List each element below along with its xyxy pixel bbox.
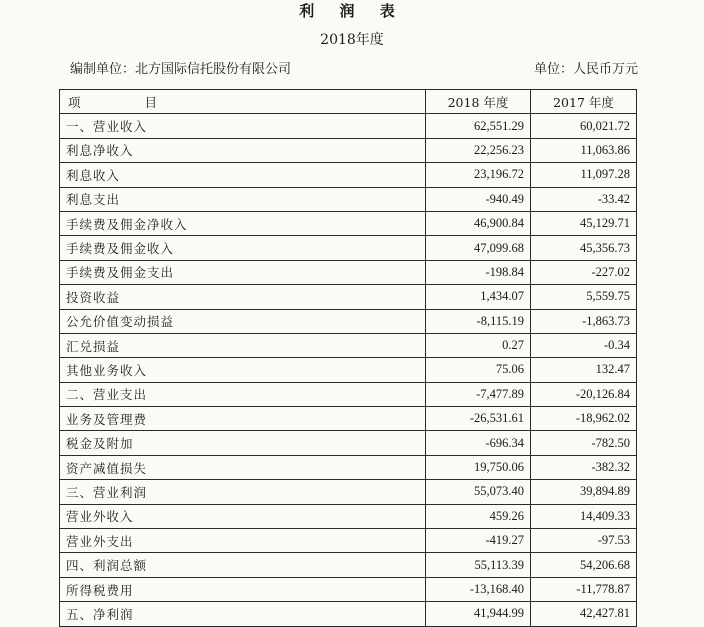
row-label: 营业外支出 [60, 529, 426, 553]
table-row [60, 211, 637, 235]
row-label: 资产减值损失 [60, 455, 426, 479]
value-2018: 22,256.23 [426, 138, 531, 162]
row-label: 汇兑损益 [60, 333, 426, 357]
value-2017: 11,097.28 [531, 163, 637, 187]
table-row [60, 260, 637, 284]
table-row [60, 163, 637, 187]
value-2018: 46,900.84 [426, 211, 531, 235]
value-2018: 47,099.68 [426, 236, 531, 260]
value-2018: -26,531.61 [426, 407, 531, 431]
value-2018: 55,113.39 [426, 553, 531, 577]
value-2018: -8,115.19 [426, 309, 531, 333]
value-2017: -18,962.02 [531, 407, 637, 431]
value-2017: 45,129.71 [531, 211, 637, 235]
value-2017: 14,409.33 [531, 504, 637, 528]
value-2018: 0.27 [426, 333, 531, 357]
table-row [60, 480, 637, 504]
table-row [60, 382, 637, 406]
statement-title: 利 润 表 [299, 2, 405, 20]
row-label: 业务及管理费 [60, 407, 426, 431]
value-2017: -0.34 [531, 333, 637, 357]
table-row [60, 529, 637, 553]
header-item-char-1: 项 [68, 94, 81, 110]
value-2017: -382.32 [531, 455, 637, 479]
row-label: 利息收入 [60, 163, 426, 187]
value-2018: 62,551.29 [426, 114, 531, 138]
value-2017: -782.50 [531, 431, 637, 455]
header-item [60, 90, 426, 114]
value-2017: -97.53 [531, 529, 637, 553]
table-row [60, 358, 637, 382]
value-2018: 1,434.07 [426, 285, 531, 309]
row-label: 投资收益 [60, 285, 426, 309]
value-2017: -227.02 [531, 260, 637, 284]
value-2018: 75.06 [426, 358, 531, 382]
value-2018: -940.49 [426, 187, 531, 211]
row-label: 手续费及佣金收入 [60, 236, 426, 260]
table-row [60, 431, 637, 455]
row-label: 四、利润总额 [60, 553, 426, 577]
value-2018: 23,196.72 [426, 163, 531, 187]
table-row [60, 114, 637, 138]
row-label: 营业外收入 [60, 504, 426, 528]
table-row [60, 138, 637, 162]
value-2017: 60,021.72 [531, 114, 637, 138]
compiler-unit: 编制单位：北方国际信托股份有限公司 [70, 62, 292, 77]
value-2017: 45,356.73 [531, 236, 637, 260]
header-item-char-2: 目 [144, 94, 158, 110]
table-row [60, 455, 637, 479]
table-row [60, 577, 637, 601]
value-2017: 42,427.81 [531, 602, 637, 626]
row-label: 税金及附加 [60, 431, 426, 455]
table-row [60, 407, 637, 431]
table-row [60, 187, 637, 211]
value-2017: 54,206.68 [531, 553, 637, 577]
value-2017: 39,894.89 [531, 480, 637, 504]
row-label: 五、净利润 [60, 602, 426, 626]
row-label: 三、营业利润 [60, 480, 426, 504]
value-2018: 19,750.06 [426, 455, 531, 479]
row-label: 二、营业支出 [60, 382, 426, 406]
row-label: 利息净收入 [60, 138, 426, 162]
income-statement-table [59, 89, 637, 627]
value-2018: -696.34 [426, 431, 531, 455]
value-2018: -198.84 [426, 260, 531, 284]
value-2017: -33.42 [531, 187, 637, 211]
value-2017: -1,863.73 [531, 309, 637, 333]
value-2018: -13,168.40 [426, 577, 531, 601]
table-row [60, 504, 637, 528]
row-label: 其他业务收入 [60, 358, 426, 382]
value-2017: -20,126.84 [531, 382, 637, 406]
table-row [60, 553, 637, 577]
table-row [60, 236, 637, 260]
row-label: 一、营业收入 [60, 114, 426, 138]
value-2018: 459.26 [426, 504, 531, 528]
table-row [60, 285, 637, 309]
header-2017: 2017 年度 [531, 90, 637, 114]
value-2017: -11,778.87 [531, 577, 637, 601]
row-label: 公允价值变动损益 [60, 309, 426, 333]
header-2018: 2018 年度 [426, 90, 531, 114]
value-2018: -7,477.89 [426, 382, 531, 406]
value-2018: 41,944.99 [426, 602, 531, 626]
row-label: 手续费及佣金净收入 [60, 211, 426, 235]
table-row [60, 333, 637, 357]
value-2017: 132.47 [531, 358, 637, 382]
value-2018: -419.27 [426, 529, 531, 553]
value-2018: 55,073.40 [426, 480, 531, 504]
value-2017: 11,063.86 [531, 138, 637, 162]
row-label: 所得税费用 [60, 577, 426, 601]
row-label: 手续费及佣金支出 [60, 260, 426, 284]
currency-unit: 单位：人民币万元 [533, 62, 638, 77]
value-2017: 5,559.75 [531, 285, 637, 309]
statement-period: 2018年度 [320, 32, 384, 48]
table-header-row [60, 90, 637, 114]
table-row [60, 309, 637, 333]
table-row [60, 602, 637, 626]
row-label: 利息支出 [60, 187, 426, 211]
